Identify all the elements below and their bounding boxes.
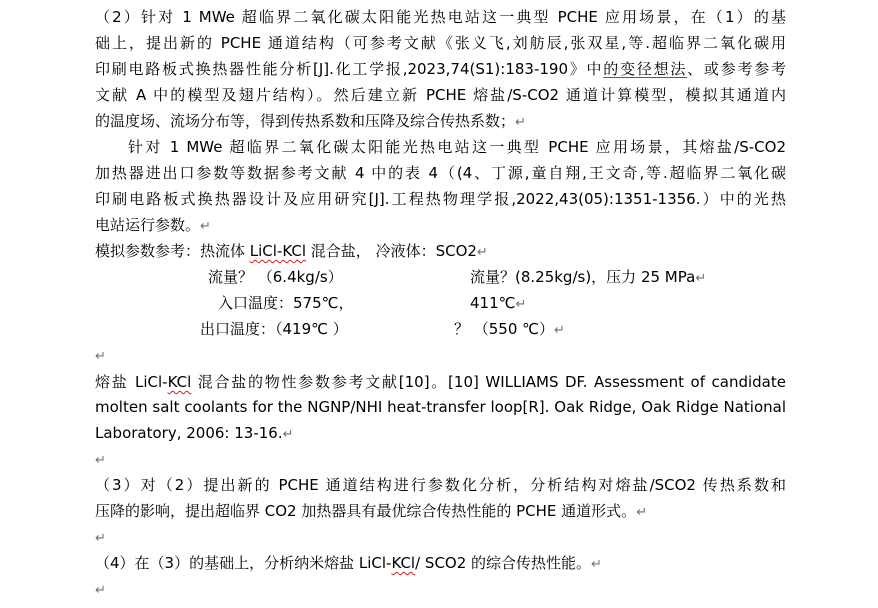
flow-cold: 流量？(8.25kg/s)，压力 25 MPa↵	[470, 268, 707, 286]
para2-line-4: 文献 A 中的模型及翅片结构）。然后建立新 PCHE 熔盐/S-CO2 通道计算模型，模拟其通道内	[95, 86, 786, 104]
paragraph-mark: ↵	[476, 245, 488, 260]
ref4-line-1: 针对 1 MWe 超临界二氧化碳太阳能光热电站这一典型 PCHE 应用场景，其熔盐/S-CO2	[128, 138, 786, 156]
para4-line-1: （4）在（3）的基础上，分析纳米熔盐 LiCl-KCl/ SCO2 的综合传热性能。↵	[95, 554, 602, 572]
para2-line-3: 印刷电路板式换热器性能分析[J].化工学报,2023,74(S1):183-190》中的变径想法、或参考参考	[95, 60, 786, 78]
outlet-temp-cold: ？ （550 ℃）↵	[454, 320, 565, 338]
flow-hot: 流量？ （6.4kg/s）	[208, 268, 343, 286]
paragraph-mark: ↵	[515, 297, 527, 312]
spell-flagged-word: KCl	[391, 554, 416, 572]
ref4-line-3: 印刷电路板式换热器设计及应用研究[J].工程热物理学报,2022,43(05):1351-1356.）中的光热	[95, 190, 786, 208]
paragraph-mark: ↵	[515, 115, 526, 130]
molten-ref-line-2: molten salt coolants for the NGNP/NHI heat-transfer loop[R]. Oak Ridge, Oak Ridge National	[95, 398, 786, 416]
spell-flagged-word: KCl	[167, 373, 192, 391]
inlet-temp-hot: 入口温度：575℃，	[218, 294, 354, 312]
spell-flagged-word: LiCl-KCl	[249, 242, 307, 260]
paragraph-mark: ↵	[695, 271, 707, 286]
para3-line-1: （3）对（2）提出新的 PCHE 通道结构进行参数化分析，分析结构对熔盐/SCO2 传热系数和	[95, 476, 786, 494]
molten-ref-line-1: 熔盐 LiCl-KCl 混合盐的物性参数参考文献[10]。[10] WILLIAMS DF. Assessment of candidate	[95, 373, 786, 391]
empty-paragraph	[95, 527, 106, 547]
paragraph-mark: ↵	[636, 505, 648, 520]
outlet-temp-hot: 出口温度：（419℃ ）	[200, 320, 348, 338]
paragraph-mark: ↵	[200, 219, 211, 234]
empty-paragraph	[95, 579, 106, 599]
ref4-line-4: 电站运行参数。↵	[95, 216, 211, 234]
paragraph-mark: ↵	[95, 453, 106, 468]
para3-line-2: 压降的影响，提出超临界 CO2 加热器具有最优综合传热性能的 PCHE 通道形式。↵	[95, 502, 648, 520]
sim-params-heading: 模拟参数参考：热流体 LiCl-KCl 混合盐， 冷液体：SCO2↵	[95, 242, 488, 260]
paragraph-mark: ↵	[95, 531, 106, 546]
paragraph-mark: ↵	[95, 583, 106, 598]
para2-line-1: （2）针对 1 MWe 超临界二氧化碳太阳能光热电站这一典型 PCHE 应用场景，在（1）的基	[95, 8, 786, 26]
paragraph-mark: ↵	[554, 323, 565, 338]
empty-paragraph	[95, 449, 106, 469]
para2-line-2: 础上，提出新的 PCHE 通道结构（可参考文献《张义飞,刘舫辰,张双星,等.超临界二氧化碳用	[95, 34, 786, 52]
paragraph-mark: ↵	[95, 349, 106, 364]
paragraph-mark: ↵	[591, 557, 602, 572]
molten-ref-line-3: Laboratory, 2006: 13-16.↵	[95, 424, 294, 442]
inlet-temp-cold: 411℃↵	[470, 294, 527, 312]
underlined-phrase: 的变径想法	[603, 60, 688, 78]
paragraph-mark: ↵	[282, 427, 294, 442]
para2-line-5: 的温度场、流场分布等，得到传热系数和压降及综合传热系数；↵	[95, 112, 526, 130]
empty-paragraph	[95, 345, 106, 365]
ref4-line-2: 加热器进出口参数等数据参考文献 4 中的表 4（(4、丁源,童自翔,王文奇,等.超临界二氧化碳	[95, 164, 786, 182]
